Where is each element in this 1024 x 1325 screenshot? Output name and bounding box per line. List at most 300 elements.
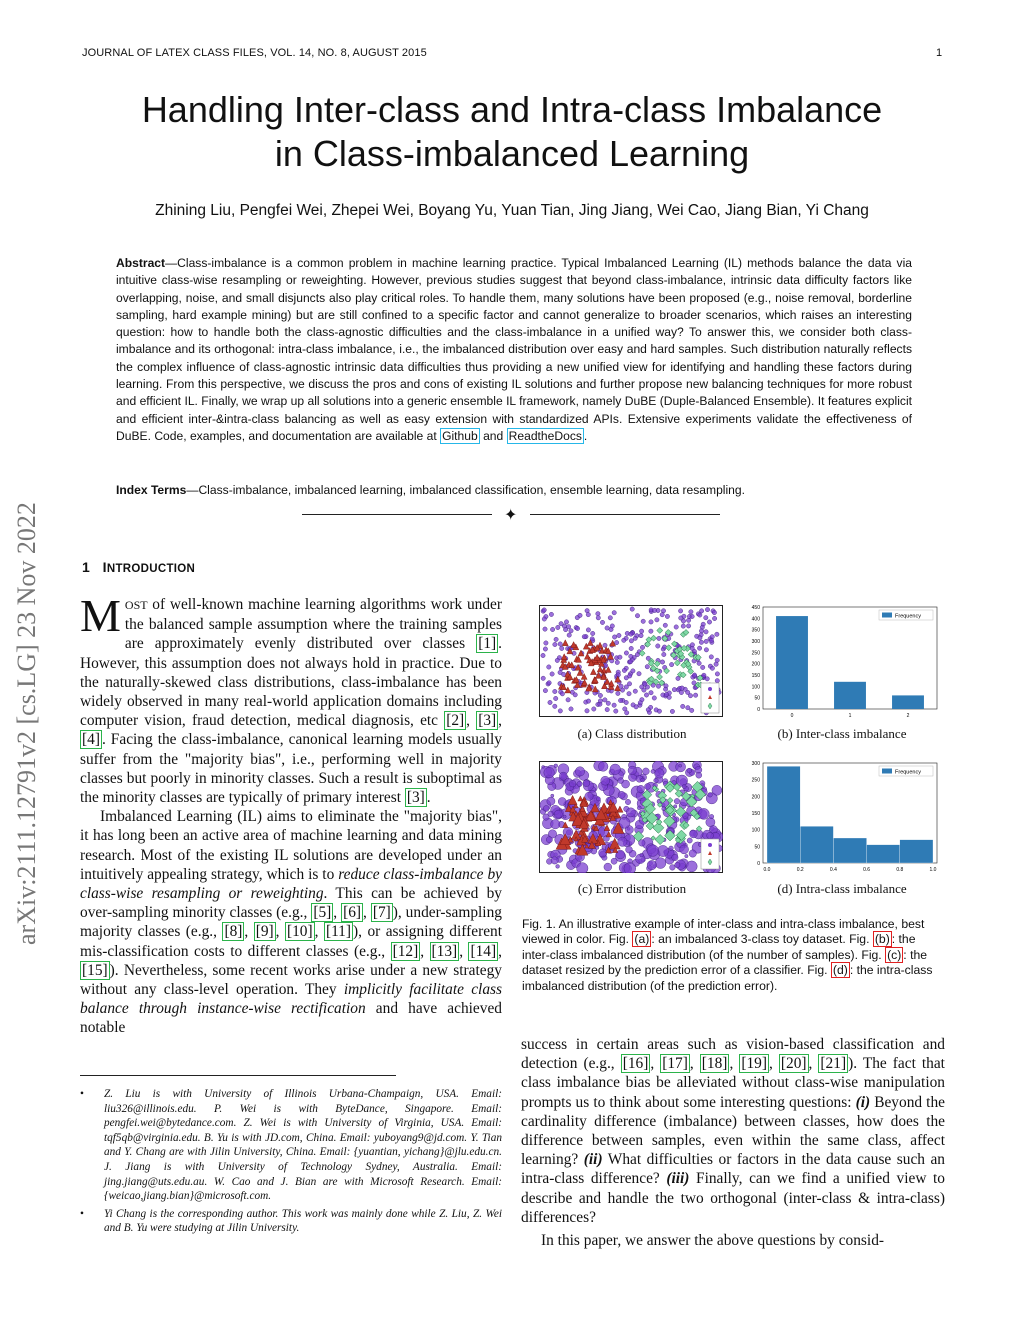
scatter-point-majority: [690, 708, 694, 712]
scatter-point-majority: [596, 797, 600, 801]
scatter-point-majority: [544, 641, 548, 645]
scatter-point-majority: [591, 631, 595, 635]
scatter-point-majority: [689, 610, 693, 614]
paragraph: [521, 1231, 945, 1250]
scatter-point-majority: [665, 614, 669, 618]
scatter-point-majority: [647, 860, 656, 869]
scatter-point-majority: [585, 792, 593, 800]
y-tick-label: 200: [751, 661, 760, 668]
scatter-point-majority: [689, 850, 696, 857]
caption-text: : an imbalanced 3-class toy dataset. Fig.: [651, 932, 873, 947]
scatter-point-majority: [626, 808, 635, 817]
citation[interactable]: [14]: [470, 942, 497, 960]
abstract-end: .: [583, 428, 588, 443]
section-number: 1: [82, 559, 91, 575]
x-tick-label: 2: [906, 713, 910, 719]
citation[interactable]: [7]: [372, 904, 391, 922]
title-line-1: Handling Inter-class and Intra-class Imbalance: [141, 89, 883, 130]
scatter-point-majority: [592, 707, 596, 711]
abstract-text: —Class-imbalance is a common problem in machine learning practice. Typical Imbalanced Learning (IL) methods balance the data via intuitive class-wise resampling or reweighting. However, previous studies suggest that beyond class-imbalance, intrinsic data difficulty factors like overlapping, noise, and small disjuncts also play critical roles. To handle them, many solutions have been proposed (e.g., noise removal, borderline sampling, hard example mining) but are still confined to a specific factor and cannot generalize to broader scenarios, which raises an interesting question: how to handle both the class-agnostic difficulties and the class-imbalance in a unified way? To answer this, we consider both class-imbalance and its orthogonal: intra-class imbalance, i.e., the imbalanced distribution over easy and hard samples. Such distribution naturally reflects the complex influence of class-agnostic intrinsic data difficulties thus providing a new unified view for identifying and handling these factors during learning. From this perspective, we discuss the pros and cons of existing IL solutions and further propose new balancing techniques for more robust and efficient IL. Finally, we wrap up all solutions into a generic ensemble IL framework, namely DuBE (Duple-Balanced Ensemble). It features explicit and efficient inter-&intra-class balancing as well as easy extension with standardized APIs. Extensive experiments validate the effectiveness of DuBE. Code, examples, and documentation are available at: [116, 256, 912, 443]
y-tick-label: 450: [751, 605, 760, 611]
scatter-point-majority: [560, 692, 564, 696]
scatter-point-majority: [629, 639, 633, 643]
citation[interactable]: [13]: [431, 942, 458, 960]
title-line-2: in Class-imbalanced Learning: [274, 133, 750, 174]
scatter-point-majority: [656, 684, 660, 688]
scatter-point-majority: [618, 698, 622, 702]
scatter-point-majority: [549, 612, 553, 616]
scatter-point-majority: [664, 692, 668, 696]
scatter-point-majority: [547, 797, 555, 805]
scatter-point-majority: [649, 691, 653, 695]
scatter-point-majority: [679, 690, 683, 694]
scatter-point-majority: [640, 645, 644, 649]
scatter-point-majority: [679, 764, 682, 767]
scatter-point-majority: [575, 626, 579, 630]
scatter-point-majority: [598, 762, 608, 772]
scatter-point-majority: [577, 863, 588, 873]
scatter-point-majority: [543, 627, 547, 631]
text: What difficulties or factors in the data cause such an intra-class difference?: [521, 1151, 945, 1188]
scatter-point-majority: [586, 628, 590, 632]
scatter-point-majority: [629, 654, 633, 658]
legend-label: Frequency: [895, 613, 921, 620]
scatter-point-majority: [601, 776, 610, 785]
scatter-point-majority: [690, 643, 694, 647]
scatter-point-majority: [649, 620, 653, 624]
citation[interactable]: [1]: [478, 635, 497, 653]
legend-swatch: [882, 769, 892, 774]
scatter-point-majority: [715, 672, 719, 676]
fig-ref-b[interactable]: (b): [874, 932, 890, 947]
y-tick-label: 150: [751, 673, 760, 679]
scatter-point-majority: [559, 772, 567, 780]
y-tick-label: 350: [751, 627, 760, 634]
scatter-point-majority: [567, 633, 571, 637]
scatter-point-majority: [551, 794, 554, 797]
scatter-point-majority: [630, 607, 634, 611]
citation[interactable]: [2]: [446, 712, 465, 730]
scatter-error-distribution: [539, 761, 723, 873]
scatter-point-majority: [669, 846, 674, 851]
scatter-point-majority: [637, 806, 641, 810]
divider-line-right: [530, 514, 720, 515]
abstract-label: Abstract: [116, 256, 166, 270]
scatter-point-majority: [605, 707, 609, 711]
scatter-point-majority: [569, 780, 576, 787]
subcaption-d: (d) Intra-class imbalance: [777, 881, 907, 896]
scatter-point-majority: [681, 704, 685, 708]
citation[interactable]: [3]: [478, 712, 497, 730]
caption-text: : the intra-class imbalanced distribution (of the prediction error).: [522, 963, 933, 993]
text: . Facing the class-imbalance, canonical learning models usually suffer from the "majority bias", i.e., performing well in majority classes but poorly in minority classes. Such a result is suboptimal as the minority classes are typically of primary interest: [80, 731, 502, 807]
y-tick-label: 150: [751, 811, 760, 817]
scatter-point-majority: [551, 820, 560, 829]
scatter-point-majority: [678, 609, 682, 613]
scatter-point-majority: [645, 784, 651, 790]
scatter-point-majority: [598, 699, 602, 703]
scatter-point-majority: [669, 662, 673, 666]
scatter-point-majority: [622, 638, 626, 642]
body-column-left: [80, 590, 503, 1038]
text: and have achieved notable: [80, 1000, 502, 1037]
y-tick-label: 300: [751, 761, 760, 767]
fig-ref-d[interactable]: (d): [832, 963, 848, 978]
scatter-point-majority: [623, 707, 627, 711]
scatter-point-majority: [543, 688, 547, 692]
citation[interactable]: [3]: [406, 789, 425, 807]
index-terms-label: Index Terms: [116, 483, 187, 497]
scatter-point-majority: [675, 862, 680, 867]
scatter-point-majority: [554, 696, 558, 700]
scatter-point-majority: [641, 619, 645, 623]
scatter-point-majority: [583, 780, 590, 787]
scatter-point-majority: [635, 652, 639, 656]
scatter-point-majority: [556, 625, 560, 629]
scatter-point-majority: [554, 810, 562, 818]
index-terms: [116, 483, 912, 497]
scatter-point-majority: [610, 764, 621, 775]
legend-marker-majority: [708, 843, 712, 847]
citation[interactable]: [18]: [701, 1055, 728, 1073]
fig-ref-c[interactable]: (c): [887, 947, 902, 962]
scatter-point-majority: [563, 815, 566, 818]
citation[interactable]: [19]: [741, 1055, 767, 1073]
x-tick-label: 1.0: [929, 867, 937, 873]
scatter-point-majority: [564, 620, 568, 624]
scatter-point-majority: [686, 690, 690, 694]
citation[interactable]: [20]: [780, 1055, 807, 1073]
scatter-point-majority: [655, 769, 665, 779]
scatter-point-majority: [641, 778, 645, 782]
citation[interactable]: [12]: [392, 942, 419, 960]
scatter-point-majority: [610, 624, 614, 628]
citation[interactable]: [15]: [82, 961, 108, 979]
scatter-point-majority: [558, 642, 562, 646]
scatter-point-majority: [633, 636, 637, 640]
text: . However, this assumption does not always hold in practice. Due to the naturally-skewed class distributions, class-imbalance has been widely observed in many real-world application domains including computer vision, fraud detection, medical diagnosis, etc: [80, 635, 502, 730]
scatter-point-majority: [655, 858, 666, 869]
scatter-point-majority: [690, 614, 694, 618]
scatter-point-majority: [586, 699, 590, 703]
bar: [892, 695, 924, 709]
footnote: [80, 1207, 502, 1236]
scatter-point-majority: [715, 679, 719, 683]
scatter-point-majority: [712, 785, 722, 795]
scatter-point-majority: [674, 625, 678, 629]
x-tick-label: 0.2: [796, 867, 804, 873]
citation[interactable]: [5]: [313, 904, 332, 922]
scatter-point-majority: [709, 814, 713, 818]
scatter-point-majority: [541, 676, 545, 680]
scatter-point-majority: [596, 616, 600, 620]
subcaption-c: (c) Error distribution: [577, 881, 687, 896]
scatter-point-majority: [596, 612, 600, 616]
scatter-point-majority: [543, 806, 549, 812]
caption-text: : the dataset resized by the prediction error of a classifier. Fig.: [522, 947, 928, 978]
footnote-text: Yi Chang is the corresponding author. This work was mainly done while Z. Liu, Z. Wei and B. Yu were studying at Jilin University.: [104, 1207, 502, 1235]
scatter-point-majority: [712, 616, 716, 620]
x-tick-label: 0.4: [829, 867, 837, 873]
scatter-point-majority: [617, 633, 621, 637]
scatter-point-majority: [616, 691, 620, 695]
scatter-point-majority: [637, 672, 641, 676]
scatter-point-majority: [680, 845, 689, 854]
citation[interactable]: [4]: [82, 731, 100, 749]
y-tick-label: 400: [751, 616, 760, 623]
scatter-point-majority: [553, 689, 557, 693]
author-list: Zhining Liu, Pengfei Wei, Zhepei Wei, Boyang Yu, Yuan Tian, Jing Jiang, Wei Cao, Jiang Bian, Yi Chang: [155, 202, 869, 219]
citation[interactable]: [10]: [286, 923, 313, 941]
scatter-point-majority: [649, 629, 653, 633]
scatter-point-majority: [707, 832, 714, 839]
scatter-point-majority: [633, 689, 637, 693]
scatter-point-majority: [618, 655, 622, 659]
scatter-point-majority: [655, 618, 659, 622]
scatter-point-majority: [663, 623, 667, 627]
scatter-point-majority: [628, 660, 632, 664]
scatter-point-majority: [628, 766, 637, 775]
text: ), or assigning different mis-classification costs to different classes (e.g.,: [80, 923, 503, 960]
text: .: [426, 789, 431, 807]
y-tick-label: 300: [751, 639, 760, 645]
scatter-point-majority: [624, 863, 636, 873]
scatter-point-majority: [625, 799, 630, 804]
text: ), under-sampling majority classes (e.g.,: [80, 904, 502, 941]
citation[interactable]: [21]: [820, 1055, 847, 1073]
scatter-point-majority: [586, 612, 590, 616]
scatter-point-majority: [704, 616, 708, 620]
scatter-point-majority: [566, 698, 570, 702]
github-link[interactable]: Github: [442, 428, 478, 443]
histogram-bar: [867, 845, 900, 863]
emphasis: reduce class-imbalance by class-wise resampling or reweighting: [80, 865, 502, 903]
drop-cap: M: [80, 590, 121, 641]
text: In this paper, we answer the above questions by consid-: [541, 1232, 885, 1250]
scatter-point-majority: [624, 651, 628, 655]
scatter-point-majority: [638, 701, 642, 705]
scatter-point-majority: [618, 778, 624, 784]
histogram-bar: [767, 766, 800, 863]
scatter-point-majority: [698, 613, 702, 617]
scatter-point-majority: [575, 767, 584, 776]
scatter-point-majority: [656, 644, 660, 648]
citation[interactable]: [6]: [343, 904, 362, 922]
x-tick-label: 0: [790, 713, 794, 719]
scatter-point-majority: [657, 845, 668, 856]
scatter-point-majority: [654, 778, 659, 783]
scatter-point-majority: [686, 624, 690, 628]
scatter-point-majority: [715, 632, 719, 636]
scatter-point-majority: [550, 627, 554, 631]
citation[interactable]: [16]: [622, 1055, 649, 1073]
scatter-point-majority: [712, 610, 716, 614]
scatter-point-majority: [704, 630, 708, 634]
scatter-point-majority: [553, 704, 557, 708]
emphasis: implicitly facilitate class balance through instance-wise rectification: [80, 981, 502, 1018]
scatter-point-majority: [548, 700, 552, 704]
scatter-point-majority: [647, 845, 659, 857]
y-tick-label: 50: [754, 844, 760, 851]
scatter-point-majority: [629, 632, 633, 636]
section-title-first: I: [102, 559, 107, 575]
scatter-point-majority: [544, 767, 555, 778]
scatter-point-majority: [578, 613, 582, 617]
scatter-point-majority: [614, 709, 618, 713]
scatter-point-majority: [651, 769, 655, 773]
citation[interactable]: [9]: [255, 923, 274, 941]
section-divider: [302, 505, 722, 525]
scatter-point-majority: [543, 647, 547, 651]
figure-caption: [522, 917, 946, 994]
text: Finally, can we find a unified view to describe and handle the two orthogonal (inter-class & intra-class) differences?: [521, 1170, 945, 1226]
scatter-point-majority: [646, 708, 650, 712]
scatter-point-majority: [612, 611, 616, 615]
scatter-point-majority: [606, 701, 610, 705]
scatter-point-majority: [687, 768, 692, 773]
histogram-bar: [900, 840, 933, 863]
scatter-point-majority: [547, 665, 551, 669]
scatter-point-majority: [690, 830, 698, 838]
scatter-point-majority: [643, 768, 650, 775]
citation[interactable]: [11]: [325, 923, 352, 941]
scatter-point-majority: [639, 629, 643, 633]
footnote: [80, 1087, 502, 1204]
scatter-point-majority: [696, 772, 702, 778]
scatter-point-majority: [548, 811, 554, 817]
scatter-point-majority: [547, 681, 551, 685]
text: . This can be achieved by over-sampling minority classes (e.g.,: [80, 885, 503, 922]
text: ). Nevertheless, some recent works arise under a new strategy without any class-level operation. They: [80, 961, 502, 999]
legend-swatch: [882, 613, 892, 618]
scatter-class-distribution: [539, 605, 723, 717]
question-marker: (ii): [583, 1151, 603, 1169]
fig-ref-a[interactable]: (a): [634, 932, 650, 947]
scatter-point-majority: [605, 626, 609, 630]
scatter-point-majority: [714, 662, 718, 666]
scatter-point-majority: [698, 636, 702, 640]
y-tick-label: 0: [757, 707, 760, 713]
readthedocs-link[interactable]: ReadtheDocs: [508, 428, 582, 443]
scatter-point-majority: [577, 781, 582, 786]
text: Beyond the cardinality difference (imbalance) between classes, how does the difference between samples, even within the same class, affect learning?: [521, 1093, 945, 1169]
page-number: 1: [936, 47, 943, 59]
scatter-point-majority: [657, 709, 661, 713]
index-terms-text: —Class-imbalance, imbalanced learning, imbalanced classification, ensemble learning, data resampling.: [186, 483, 745, 497]
scatter-point-majority: [608, 616, 612, 620]
running-head: JOURNAL OF LATEX CLASS FILES, VOL. 14, NO. 8, AUGUST 2015: [82, 47, 427, 59]
scatter-point-majority: [680, 686, 684, 690]
subcaption-a: (a) Class distribution: [577, 726, 687, 741]
scatter-point-majority: [709, 655, 713, 659]
text: success in certain areas such as vision-based classification and detection (e.g.,: [521, 1036, 945, 1073]
scatter-point-majority: [639, 633, 643, 637]
scatter-point-majority: [710, 666, 714, 670]
scatter-point-majority: [685, 854, 688, 857]
scatter-point-majority: [618, 791, 625, 798]
text: Imbalanced Learning (IL) aims to eliminate the "majority bias", it has long been an active area of machine learning and data mining research. Most of the existing IL solutions are developed under an intuitively appealing strategy, which is to: [80, 808, 502, 883]
text: of well-known machine learning algorithms work under the balanced sample assumption where the training samples are approximately evenly distributed over classes: [124, 596, 502, 653]
paragraph: MOST of well-known machine learning algorithms work under the balanced sample assumption where the training samples are approximately evenly distributed over classes [1] . However, this assumption does not always hold in practice. Due to the naturally-skewed class distributions, class-imbalance has been widely observed in many real-world application domains including computer vision, fraud detection, medical diagnosis, etc [2] , [3] , [4] . Facing the class-imbalance, canonical learning models usually suffer from the "majority bias", i.e., performing well in majority classes but poorly in minority classes. Such a result is suboptimal as the minority classes are typically of primary interest [3] .: [80, 590, 502, 807]
scatter-point-majority: [542, 608, 546, 612]
scatter-point-majority: [604, 863, 612, 871]
scatter-point-majority: [701, 665, 705, 669]
x-tick-label: 1: [848, 713, 852, 719]
citation[interactable]: [8]: [224, 923, 243, 941]
scatter-point-majority: [627, 692, 631, 696]
scatter-point-majority: [634, 705, 638, 709]
citation[interactable]: [17]: [662, 1055, 688, 1073]
scatter-point-majority: [631, 669, 635, 673]
legend-label: Frequency: [895, 769, 921, 776]
x-tick-label: 0.0: [763, 867, 771, 873]
question-marker: (iii): [666, 1170, 690, 1188]
scatter-point-majority: [600, 620, 604, 624]
scatter-point-majority: [693, 693, 697, 697]
scatter-point-majority: [612, 635, 616, 639]
scatter-point-majority: [708, 793, 713, 798]
divider-line-left: [302, 514, 492, 515]
abstract: [116, 255, 912, 445]
legend-marker-majority: [708, 687, 712, 691]
scatter-point-majority: [707, 620, 711, 624]
y-tick-label: 250: [751, 650, 760, 657]
scatter-point-majority: [563, 627, 567, 631]
bullet-icon: •: [80, 1207, 84, 1220]
scatter-point-majority: [697, 646, 701, 650]
scatter-point-majority: [672, 854, 678, 860]
scatter-point-majority: [560, 646, 564, 650]
scatter-point-majority: [698, 808, 709, 819]
scatter-point-majority: [705, 607, 709, 611]
scatter-point-majority: [657, 636, 661, 640]
scatter-point-majority: [603, 698, 607, 702]
scatter-point-majority: [569, 629, 573, 633]
scatter-point-majority: [687, 838, 692, 843]
scatter-point-majority: [652, 608, 656, 612]
scatter-point-majority: [554, 637, 558, 641]
divider-diamond-icon: ✦: [504, 507, 518, 524]
scatter-point-majority: [619, 817, 630, 828]
scatter-point-majority: [709, 638, 713, 642]
scatter-point-majority: [603, 643, 607, 647]
scatter-point-majority: [640, 685, 644, 689]
subcaption-b: (b) Inter-class imbalance: [777, 726, 907, 741]
scatter-point-majority: [637, 785, 645, 793]
scatter-point-majority: [555, 658, 559, 662]
scatter-point-majority: [556, 865, 560, 869]
paragraph: success in certain areas such as vision-based classification and detection (e.g., [16] , [17] , [18] , [19] , [20] , [21] ). The fact that class imbalance bias be alleviated without class-wise manipulation prompts us to think about some interesting questions: (i) Beyond the cardinality difference (imbalance) between classes, how does the difference between samples, even within the same class, affect learning? (ii) What difficulties or factors in the data cause such an intra-class difference? (iii) Finally, can we find a unified view to describe and handle the two orthogonal (inter-class & intra-class) differences?: [521, 1036, 945, 1226]
abstract-and: and: [483, 428, 504, 443]
scatter-point-majority: [679, 616, 683, 620]
scatter-point-majority: [704, 639, 708, 643]
scatter-point-majority: [686, 706, 690, 710]
scatter-point-majority: [546, 837, 552, 843]
first-word: OST: [124, 598, 148, 612]
y-tick-label: 250: [751, 777, 760, 784]
scatter-point-majority: [629, 646, 633, 650]
scatter-point-majority: [620, 688, 624, 692]
scatter-point-majority: [635, 614, 639, 618]
scatter-point-majority: [699, 629, 703, 633]
bar-chart-intra-class: [743, 759, 941, 875]
scatter-point-majority: [553, 642, 557, 646]
scatter-point-majority: [558, 709, 562, 713]
arxiv-stamp: arXiv:2111.12791v2 [cs.LG] 23 Nov 2022: [12, 502, 41, 945]
scatter-point-majority: [626, 846, 633, 853]
scatter-point-majority: [559, 622, 563, 626]
bullet-icon: •: [80, 1088, 84, 1100]
